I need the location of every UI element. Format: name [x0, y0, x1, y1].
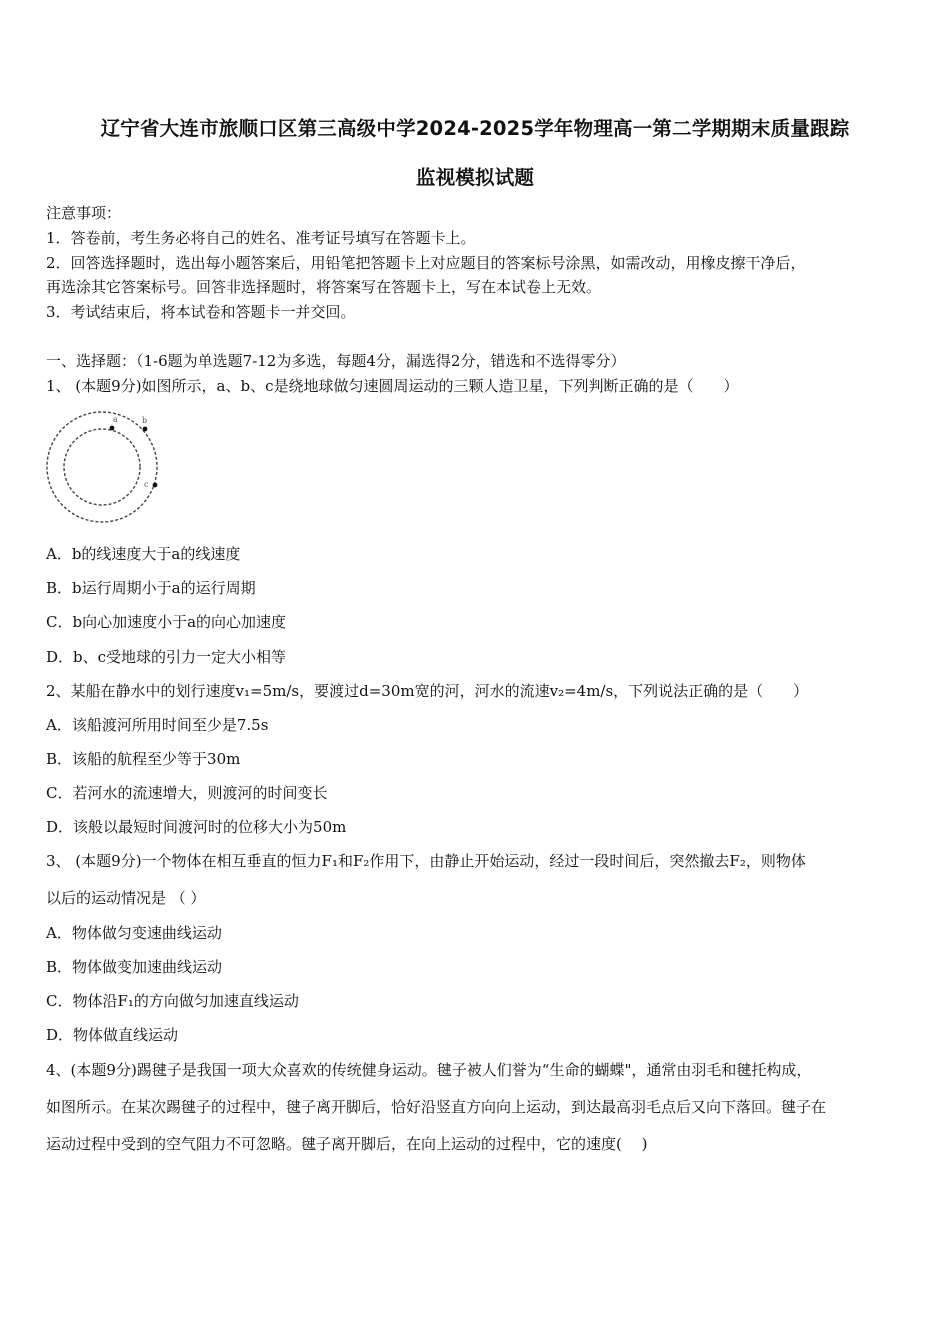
question-3-stem-line-1: 3、 (本题9分)一个物体在相互垂直的恒力F₁和F₂作用下，由静止开始运动，经过一段时间后，突然撤去F₂，则物体	[46, 852, 806, 870]
question-3-stem-line-2: 以后的运动情况是 （ ）	[46, 889, 206, 907]
section-heading: 一、选择题：（1-6题为单选题7-12为多选，每题4分，漏选得2分，错选和不选得零分）	[46, 352, 626, 370]
question-4-stem-line-1: 4、(本题9分)踢毽子是我国一项大众喜欢的传统健身运动。毽子被人们誉为“生命的蝴蝶"，通常由羽毛和毽托构成，	[46, 1061, 812, 1079]
notice-item: 1．答卷前，考生务必将自己的姓名、准考证号填写在答题卡上。	[46, 229, 476, 247]
q2-option-d: D．该般以最短时间渡河时的位移大小为50m	[46, 818, 347, 836]
notice-item: 2．回答选择题时，选出每小题答案后，用铅笔把答题卡上对应题目的答案标号涂黑，如需改动，用橡皮擦干净后，	[46, 254, 806, 272]
q2-option-b: B．该船的航程至少等于30m	[46, 750, 241, 768]
q2-option-a: A．该船渡河所用时间至少是7.5s	[46, 716, 269, 734]
q1-option-a: A．b的线速度大于a的线速度	[46, 545, 241, 563]
exam-title-line-2: 监视模拟试题	[415, 166, 535, 189]
label-b: b	[142, 416, 148, 425]
satellite-c	[153, 483, 158, 488]
notice-item: 3．考试结束后，将本试卷和答题卡一并交回。	[46, 303, 356, 321]
notice-heading: 注意事项：	[46, 204, 122, 222]
question-4-stem-line-2: 如图所示。在某次踢毽子的过程中，毽子离开脚后，恰好沿竖直方向向上运动，到达最高羽毛点后又向下落回。毽子在	[46, 1098, 827, 1116]
satellite-b	[143, 427, 148, 432]
inner-orbit	[64, 429, 140, 505]
satellite-orbit-figure	[40, 410, 165, 525]
q1-option-d: D．b、c受地球的引力一定大小相等	[46, 648, 287, 666]
satellite-a	[110, 426, 115, 431]
question-4-stem-line-3: 运动过程中受到的空气阻力不可忽略。毽子离开脚后，在向上运动的过程中，它的速度( )	[46, 1135, 648, 1153]
label-a: a	[113, 415, 118, 424]
q3-option-d: D．物体做直线运动	[46, 1026, 179, 1044]
question-2-stem: 2、某船在静水中的划行速度v₁=5m/s，要渡过d=30m宽的河，河水的流速v₂=4m/s，下列说法正确的是（ ）	[46, 682, 809, 700]
q1-option-c: C．b向心加速度小于a的向心加速度	[46, 613, 287, 631]
label-c: c	[144, 480, 149, 489]
outer-orbit	[47, 412, 157, 522]
exam-title-line-1: 辽宁省大连市旅顺口区第三高级中学2024-2025学年物理高一第二学期期末质量跟踪	[100, 117, 850, 140]
q3-option-a: A．物体做匀变速曲线运动	[46, 924, 222, 942]
question-1-stem: 1、 (本题9分)如图所示，a、b、c是绕地球做匀速圆周运动的三颗人造卫星，下列判断正确的是（ ）	[46, 377, 739, 395]
q3-option-b: B．物体做变加速曲线运动	[46, 958, 223, 976]
q1-option-b: B．b运行周期小于a的运行周期	[46, 579, 256, 597]
q2-option-c: C．若河水的流速增大，则渡河的时间变长	[46, 784, 328, 802]
q3-option-c: C．物体沿F₁的方向做匀加速直线运动	[46, 992, 299, 1010]
notice-item: 再选涂其它答案标号。回答非选择题时，将答案写在答题卡上，写在本试卷上无效。	[46, 278, 602, 296]
